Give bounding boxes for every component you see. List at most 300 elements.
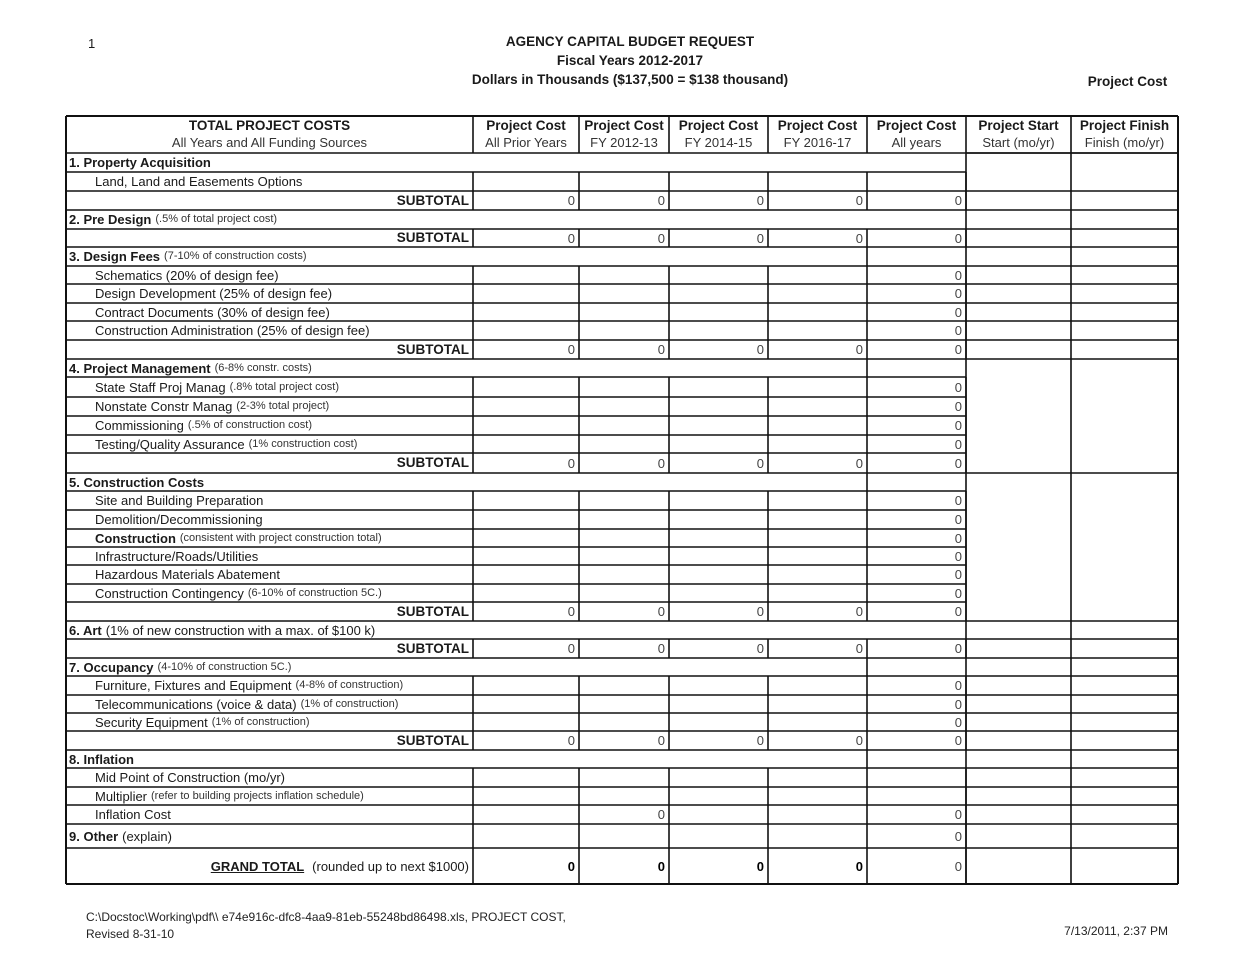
project-finish-input[interactable]	[1072, 714, 1177, 730]
grand-total-note: (rounded up to next $1000)	[312, 858, 469, 874]
cost-input-cell[interactable]	[473, 303, 579, 321]
cost-input-cell[interactable]	[768, 713, 867, 731]
section-header	[66, 210, 966, 229]
project-finish-input[interactable]	[1072, 230, 1177, 246]
line-item-note: (.8% total project cost)	[229, 380, 339, 393]
subtotal-value: 0	[954, 230, 962, 246]
grand-total-value-cell	[669, 848, 768, 884]
subtotal-value: 0	[855, 455, 863, 471]
cost-input-cell[interactable]	[473, 416, 579, 435]
line-item-label	[66, 805, 473, 824]
cost-value: 0	[954, 585, 962, 601]
subtotal-value: 0	[567, 193, 575, 208]
subtotal-value: 0	[756, 641, 764, 656]
subtotal-value: 0	[657, 604, 665, 619]
line-item-label	[66, 824, 473, 848]
cost-input-cell[interactable]	[579, 695, 669, 713]
cost-input-cell[interactable]	[768, 768, 867, 787]
project-start-input[interactable]	[967, 154, 1070, 190]
cost-input-cell[interactable]	[867, 824, 966, 848]
cost-value: 0	[954, 714, 962, 730]
subtotal-value: 0	[756, 733, 764, 748]
cost-input-cell[interactable]	[768, 172, 867, 191]
cost-input-cell[interactable]	[669, 321, 768, 340]
cost-input-cell[interactable]	[579, 266, 669, 284]
line-item-name: Commissioning	[95, 418, 184, 433]
cost-input-cell[interactable]	[669, 676, 768, 695]
column-header-6	[966, 116, 1071, 153]
project-start-input[interactable]	[967, 696, 1070, 712]
subtotal-value: 0	[855, 733, 863, 748]
cost-value: 0	[954, 493, 962, 508]
cost-input-cell[interactable]	[669, 416, 768, 435]
line-item-name: Mid Point of Construction (mo/yr)	[95, 770, 286, 785]
grand-total-value-cell	[768, 848, 867, 884]
cost-value: 0	[657, 807, 665, 822]
section-title: 2. Pre Design	[69, 212, 152, 227]
cost-input-cell[interactable]	[579, 824, 669, 848]
cost-input-cell[interactable]	[473, 676, 579, 695]
subtotal-value-cell	[579, 340, 669, 359]
cost-input-cell[interactable]	[579, 172, 669, 191]
subtotal-value: 0	[657, 193, 665, 208]
subtotal-value-cell	[669, 731, 768, 750]
subtotal-value-cell	[669, 453, 768, 473]
cost-input-cell[interactable]	[473, 547, 579, 565]
cost-input-cell[interactable]	[669, 303, 768, 321]
cost-input-cell[interactable]	[669, 768, 768, 787]
line-item-name: Hazardous Materials Abatement	[95, 567, 280, 582]
line-item-name: Infrastructure/Roads/Utilities	[95, 548, 259, 564]
project-finish-input[interactable]	[1072, 267, 1177, 283]
section-header	[66, 473, 966, 491]
subtotal-text: SUBTOTAL	[396, 192, 469, 208]
project-start-input[interactable]	[967, 640, 1070, 657]
line-item-label	[66, 510, 473, 529]
line-item-label	[66, 266, 473, 284]
project-finish-input[interactable]	[1072, 825, 1177, 847]
project-start-input[interactable]	[967, 360, 1070, 472]
project-start-input[interactable]	[967, 714, 1070, 730]
subtotal-value: 0	[567, 342, 575, 357]
line-item-name: Security Equipment	[95, 714, 208, 730]
cost-input-cell[interactable]	[669, 266, 768, 284]
subtotal-value-cell	[867, 191, 966, 210]
project-start-input[interactable]	[967, 825, 1070, 847]
cost-input-cell[interactable]	[768, 805, 867, 824]
cost-input-cell[interactable]	[473, 584, 579, 602]
cost-input-cell[interactable]	[867, 303, 966, 321]
subtotal-value-cell	[669, 639, 768, 658]
line-item-note: (refer to building projects inflation schedule)	[151, 789, 364, 802]
subtotal-value: 0	[657, 230, 665, 246]
cost-input-cell[interactable]	[473, 787, 579, 805]
cost-input-cell[interactable]	[579, 416, 669, 435]
cost-value: 0	[954, 379, 962, 395]
project-start-input[interactable]	[967, 192, 1070, 209]
line-item-label	[66, 321, 473, 340]
cost-input-cell[interactable]	[867, 676, 966, 695]
grand-total-value: 0	[756, 858, 764, 874]
subtotal-value: 0	[756, 230, 764, 246]
cost-input-cell[interactable]	[579, 491, 669, 510]
subtotal-text: SUBTOTAL	[396, 732, 469, 748]
subtotal-value-cell	[867, 639, 966, 658]
cost-input-cell[interactable]	[579, 713, 669, 731]
subtotal-value-cell	[473, 731, 579, 750]
project-finish-input[interactable]	[1072, 248, 1177, 265]
line-item-name: Multiplier	[95, 788, 148, 804]
project-start-input[interactable]	[967, 267, 1070, 283]
subtotal-value-cell	[867, 340, 966, 359]
project-start-input[interactable]	[967, 849, 1070, 883]
cost-input-cell[interactable]	[579, 565, 669, 584]
project-finish-input[interactable]	[1072, 211, 1177, 228]
line-item-note: (1% of construction)	[211, 715, 310, 728]
project-finish-input[interactable]	[1072, 788, 1177, 804]
column-header-title: Project Cost	[777, 118, 858, 133]
column-header-2	[579, 116, 669, 153]
cost-input-cell[interactable]	[867, 805, 966, 824]
cost-input-cell[interactable]	[768, 491, 867, 510]
project-finish-input[interactable]	[1072, 640, 1177, 657]
cost-input-cell[interactable]	[669, 397, 768, 416]
project-finish-input[interactable]	[1072, 751, 1177, 767]
cost-input-cell[interactable]	[473, 377, 579, 397]
cost-value: 0	[954, 696, 962, 712]
cost-input-cell[interactable]	[579, 584, 669, 602]
cost-input-cell[interactable]	[768, 695, 867, 713]
project-finish-input[interactable]	[1072, 769, 1177, 786]
cost-input-cell[interactable]	[768, 303, 867, 321]
cost-value: 0	[954, 399, 962, 414]
cost-value: 0	[954, 567, 962, 582]
project-start-input[interactable]	[967, 211, 1070, 228]
project-finish-input[interactable]	[1072, 341, 1177, 358]
cost-input-cell[interactable]	[867, 284, 966, 303]
cost-input-cell[interactable]	[867, 713, 966, 731]
cost-input-cell[interactable]	[669, 713, 768, 731]
column-header-title: Project Start	[978, 118, 1059, 133]
cost-input-cell[interactable]	[579, 805, 669, 824]
section-header	[66, 750, 966, 768]
cost-input-cell[interactable]	[768, 565, 867, 584]
cost-input-cell[interactable]	[768, 676, 867, 695]
cost-input-cell[interactable]	[669, 547, 768, 565]
column-header-subtitle: FY 2016-17	[783, 134, 852, 150]
cost-input-cell[interactable]	[669, 565, 768, 584]
cost-input-cell[interactable]	[867, 768, 966, 787]
grand-total-label	[66, 848, 473, 884]
cost-value: 0	[954, 548, 962, 564]
section-title: 1. Property Acquisition	[69, 155, 211, 170]
project-finish-input[interactable]	[1072, 304, 1177, 320]
line-item-name: Construction	[95, 530, 176, 546]
section-title: 3. Design Fees	[69, 249, 161, 264]
project-finish-input[interactable]	[1072, 732, 1177, 749]
subtotal-value-cell	[579, 229, 669, 247]
project-finish-input[interactable]	[1072, 849, 1177, 883]
footer-file-path: C:\Docstoc\Working\pdf\\ e74e916c-dfc8-4aa9-81eb-55248bd86498.xls, PROJECT COST,	[86, 910, 566, 924]
cost-input-cell[interactable]	[669, 172, 768, 191]
subtotal-value: 0	[756, 604, 764, 619]
subtotal-value: 0	[567, 604, 575, 619]
subtotal-value-cell	[669, 191, 768, 210]
cost-input-cell[interactable]	[473, 172, 579, 191]
project-start-input[interactable]	[967, 248, 1070, 265]
section-note: (4-10% of construction 5C.)	[157, 660, 292, 673]
cost-input-cell[interactable]	[867, 172, 966, 191]
subtotal-value-cell	[669, 602, 768, 621]
cost-input-cell[interactable]	[579, 397, 669, 416]
cost-value: 0	[954, 323, 962, 338]
project-start-input[interactable]	[967, 769, 1070, 786]
grand-total-value-cell	[579, 848, 669, 884]
subtotal-value: 0	[954, 455, 962, 471]
subtotal-value: 0	[855, 604, 863, 619]
project-finish-input[interactable]	[1072, 696, 1177, 712]
cost-input-cell[interactable]	[867, 547, 966, 565]
cost-value: 0	[954, 530, 962, 546]
cost-input-cell[interactable]	[867, 266, 966, 284]
cost-input-cell[interactable]	[867, 510, 966, 529]
column-header-1	[473, 116, 579, 153]
grand-total-title: GRAND TOTAL	[210, 858, 305, 874]
subtotal-value-cell	[867, 453, 966, 473]
project-start-input[interactable]	[967, 806, 1070, 823]
line-item-label	[66, 676, 473, 695]
line-item-label	[66, 713, 473, 731]
subtotal-value: 0	[954, 342, 962, 357]
section-header	[66, 658, 966, 676]
line-item-name: Construction Contingency	[95, 585, 244, 601]
column-header-subtitle: All years	[891, 134, 942, 150]
line-item-label	[66, 529, 473, 547]
line-item-label	[66, 768, 473, 787]
project-start-input[interactable]	[967, 659, 1070, 675]
cost-input-cell[interactable]	[473, 565, 579, 584]
cost-input-cell[interactable]	[768, 284, 867, 303]
cost-value: 0	[954, 418, 962, 433]
line-item-label	[66, 787, 473, 805]
column-header-title: Project Finish	[1079, 118, 1170, 133]
cost-input-cell[interactable]	[768, 529, 867, 547]
cost-input-cell[interactable]	[669, 435, 768, 453]
cost-input-cell[interactable]	[768, 435, 867, 453]
project-start-input[interactable]	[967, 322, 1070, 339]
subtotal-value: 0	[657, 733, 665, 748]
cost-input-cell[interactable]	[473, 397, 579, 416]
project-finish-input[interactable]	[1072, 677, 1177, 694]
section-header	[66, 153, 966, 172]
cost-input-cell[interactable]	[579, 529, 669, 547]
column-header-title: Project Cost	[486, 118, 566, 133]
subtotal-value-cell	[473, 191, 579, 210]
column-header-title: Project Cost	[584, 118, 664, 133]
cost-input-cell[interactable]	[768, 377, 867, 397]
cost-input-cell[interactable]	[473, 805, 579, 824]
project-finish-input[interactable]	[1072, 806, 1177, 823]
line-item-name: Contract Documents (30% of design fee)	[95, 304, 330, 320]
cost-input-cell[interactable]	[473, 435, 579, 453]
line-item-name: Site and Building Preparation	[95, 493, 264, 508]
cost-input-cell[interactable]	[867, 565, 966, 584]
cost-input-cell[interactable]	[579, 510, 669, 529]
cost-input-cell[interactable]	[867, 377, 966, 397]
cost-input-cell[interactable]	[579, 676, 669, 695]
line-item-label	[66, 435, 473, 453]
cost-input-cell[interactable]	[579, 435, 669, 453]
cost-input-cell[interactable]	[768, 824, 867, 848]
project-finish-input[interactable]	[1072, 474, 1177, 620]
project-start-input[interactable]	[967, 474, 1070, 620]
grand-total-value: 0	[657, 858, 665, 874]
subtotal-value-cell	[768, 639, 867, 658]
cost-input-cell[interactable]	[669, 510, 768, 529]
cost-input-cell[interactable]	[669, 805, 768, 824]
subtotal-value-cell	[473, 229, 579, 247]
cost-input-cell[interactable]	[867, 787, 966, 805]
line-item-name: Demolition/Decommissioning	[95, 512, 263, 527]
project-finish-input[interactable]	[1072, 360, 1177, 472]
cost-input-cell[interactable]	[768, 397, 867, 416]
footer-file-info	[86, 909, 566, 943]
units-note: Dollars in Thousands ($137,500 = $138 thousand)	[471, 72, 789, 87]
cost-input-cell[interactable]	[579, 321, 669, 340]
subtotal-value: 0	[855, 193, 863, 208]
cost-input-cell[interactable]	[768, 416, 867, 435]
project-finish-input[interactable]	[1072, 154, 1177, 190]
section-title: 8. Inflation	[69, 751, 134, 767]
line-item-label	[66, 565, 473, 584]
project-start-input[interactable]	[967, 732, 1070, 749]
project-start-input[interactable]	[967, 677, 1070, 694]
cost-input-cell[interactable]	[473, 768, 579, 787]
cost-input-cell[interactable]	[579, 377, 669, 397]
cost-input-cell[interactable]	[867, 695, 966, 713]
grand-total-value-cell	[867, 848, 966, 884]
cost-input-cell[interactable]	[579, 547, 669, 565]
cost-input-cell[interactable]	[579, 303, 669, 321]
cost-input-cell[interactable]	[768, 266, 867, 284]
cost-input-cell[interactable]	[669, 787, 768, 805]
cost-input-cell[interactable]	[867, 416, 966, 435]
cost-input-cell[interactable]	[867, 491, 966, 510]
cost-input-cell[interactable]	[473, 284, 579, 303]
line-item-name: Construction Administration (25% of design fee)	[95, 323, 370, 338]
cost-value: 0	[954, 304, 962, 320]
cost-input-cell[interactable]	[669, 824, 768, 848]
cost-input-cell[interactable]	[669, 377, 768, 397]
line-item-label	[66, 284, 473, 303]
column-header-5	[867, 116, 966, 153]
footer-revised: Revised 8-31-10	[86, 927, 175, 941]
cost-input-cell[interactable]	[473, 695, 579, 713]
cost-input-cell[interactable]	[867, 397, 966, 416]
subtotal-value-cell	[579, 191, 669, 210]
cost-input-cell[interactable]	[473, 266, 579, 284]
subtotal-value-cell	[768, 340, 867, 359]
cost-input-cell[interactable]	[867, 435, 966, 453]
section-title: 7. Occupancy	[69, 659, 154, 675]
document-subtitle: Fiscal Years 2012-2017	[556, 53, 704, 68]
cost-input-cell[interactable]	[669, 491, 768, 510]
line-item-label	[66, 397, 473, 416]
subtotal-value: 0	[855, 230, 863, 246]
line-item-name: Telecommunications (voice & data)	[95, 696, 297, 712]
column-header-subtitle: FY 2014-15	[684, 134, 753, 150]
subtotal-value: 0	[657, 342, 665, 357]
cost-input-cell[interactable]	[669, 695, 768, 713]
subtotal-value-cell	[768, 191, 867, 210]
cost-input-cell[interactable]	[768, 787, 867, 805]
column-header-subtitle: All Years and All Funding Sources	[171, 134, 368, 150]
project-start-input[interactable]	[967, 230, 1070, 246]
subtotal-value-cell	[669, 340, 768, 359]
subtotal-label	[66, 229, 473, 247]
project-start-input[interactable]	[967, 788, 1070, 804]
cost-input-cell[interactable]	[473, 491, 579, 510]
cost-input-cell[interactable]	[473, 713, 579, 731]
project-start-input[interactable]	[967, 304, 1070, 320]
project-finish-input[interactable]	[1072, 622, 1177, 638]
section-header	[66, 247, 966, 266]
subtotal-label	[66, 639, 473, 658]
subtotal-text: SUBTOTAL	[396, 341, 469, 357]
project-start-input[interactable]	[967, 751, 1070, 767]
section-note: (6-8% constr. costs)	[214, 361, 312, 374]
subtotal-label	[66, 340, 473, 359]
project-finish-input[interactable]	[1072, 322, 1177, 339]
subtotal-value: 0	[954, 733, 962, 748]
cost-input-cell[interactable]	[768, 547, 867, 565]
cost-input-cell[interactable]	[579, 787, 669, 805]
subtotal-value: 0	[954, 193, 962, 208]
section-title: 4. Project Management	[69, 360, 211, 376]
subtotal-value-cell	[579, 602, 669, 621]
project-start-input[interactable]	[967, 285, 1070, 302]
project-finish-input[interactable]	[1072, 659, 1177, 675]
project-finish-input[interactable]	[1072, 192, 1177, 209]
cost-input-cell[interactable]	[768, 321, 867, 340]
cost-input-cell[interactable]	[768, 584, 867, 602]
subtotal-value-cell	[768, 602, 867, 621]
cost-input-cell[interactable]	[768, 510, 867, 529]
cost-input-cell[interactable]	[473, 529, 579, 547]
column-header-title: Project Cost	[678, 118, 759, 133]
cost-input-cell[interactable]	[669, 529, 768, 547]
column-header-3	[669, 116, 768, 153]
project-start-input[interactable]	[967, 341, 1070, 358]
cost-input-cell[interactable]	[867, 584, 966, 602]
document-title: AGENCY CAPITAL BUDGET REQUEST	[505, 34, 755, 49]
line-item-note: (explain)	[122, 828, 172, 844]
cost-input-cell[interactable]	[579, 284, 669, 303]
cost-input-cell[interactable]	[473, 510, 579, 529]
cost-input-cell[interactable]	[669, 584, 768, 602]
cost-input-cell[interactable]	[867, 321, 966, 340]
cost-input-cell[interactable]	[473, 824, 579, 848]
column-header-4	[768, 116, 867, 153]
cost-input-cell[interactable]	[473, 321, 579, 340]
project-start-input[interactable]	[967, 622, 1070, 638]
line-item-label	[66, 491, 473, 510]
cost-input-cell[interactable]	[669, 284, 768, 303]
cost-input-cell[interactable]	[579, 768, 669, 787]
cost-input-cell[interactable]	[867, 529, 966, 547]
project-finish-input[interactable]	[1072, 285, 1177, 302]
line-item-label	[66, 416, 473, 435]
